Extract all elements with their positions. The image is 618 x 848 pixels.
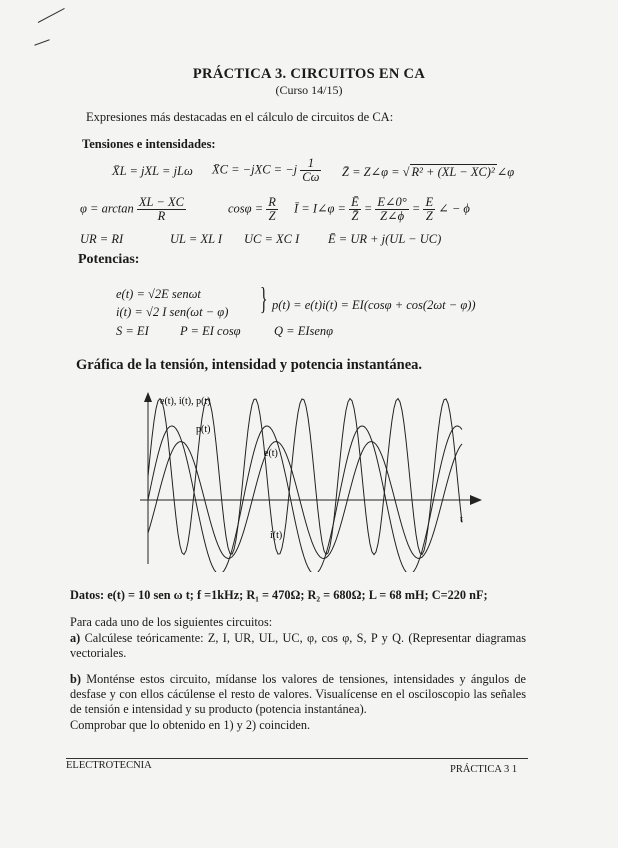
series-line-0 <box>148 399 462 555</box>
para-b: b) Monténse estos circuito, mídanse los valores de tensiones, intensidades y ángulos de desfase y con ellos cácúlense el resto de valores. Visualícense en el osciloscopio las señales de tensión e intensidad y su producto (potencia instantánea). <box>70 672 526 716</box>
formula-z: Z̄ = Z∠φ = √ R² + (XL − XC)² ∠φ <box>342 165 515 179</box>
y-axis-label: e(t), i(t), p(t) <box>160 396 211 407</box>
series-label-p: p(t) <box>196 424 211 435</box>
formula-ur: UR = RI <box>80 232 124 246</box>
formula-p: P = EI cosφ <box>180 324 241 338</box>
series-label-e: e(t) <box>264 448 278 459</box>
formula-p-t: p(t) = e(t)i(t) = EI(cosφ + cos(2ωt − φ)) <box>272 298 476 312</box>
x-axis-label: t <box>460 514 463 525</box>
formula-phi: φ = arctan $\frac{XL - XC}{R}$ <box>80 195 184 223</box>
page-title: PRÁCTICA 3. CIRCUITOS EN CA <box>192 66 426 82</box>
intro-text: Expresiones más destacadas en el cálculo de circuitos de CA: <box>86 110 394 124</box>
datos-line: Datos: e(t) = 10 sen ω t; f =1kHz; R₁ = 470Ω; R₂ = 680Ω; L = 68 mH; C=220 nF; <box>70 588 488 602</box>
brace-icon: } <box>259 280 268 316</box>
formula-e-sum: Ē = UR + j(UL − UC) <box>328 232 442 246</box>
pen-mark-small <box>34 39 49 45</box>
formula-s: S = EI <box>116 324 149 338</box>
series-line-1 <box>148 426 462 572</box>
section-potencias: Potencias: <box>78 252 140 267</box>
formula-cos: cosφ = $\frac{R}{Z}$ <box>228 195 276 223</box>
waveform-chart <box>140 392 490 572</box>
footer-right: PRÁCTICA 3 1 <box>450 764 518 775</box>
pen-mark <box>38 8 65 23</box>
footer-divider <box>66 758 528 759</box>
formula-xc: X̄C = −jXC = −j $\frac{1}{C\omega}$ <box>212 156 320 184</box>
para-intro: Para cada uno de los siguientes circuitos: <box>70 615 273 629</box>
x-axis-arrow-icon <box>470 495 482 505</box>
formula-ul: UL = XL I <box>170 232 223 246</box>
para-a: a) Calcúlese teóricamente: Z, I, UR, UL, UC, φ, cos φ, S, P y Q. (Representar diagramas vectoriales. <box>70 631 526 660</box>
page-subtitle: (Curso 14/15) <box>275 83 343 97</box>
series-label-i: i(t) <box>270 530 283 541</box>
y-axis-arrow-icon <box>144 392 152 402</box>
formula-i-t: i(t) = √2 I sen(ωt − φ) <box>116 305 229 319</box>
formula-i: Ī = I∠φ = $\frac{Ē}{Z̄}$ = $\frac{E\angle 0^\circ}{Z\angle\phi}$ = $\frac{E}{Z}$ ∠ − ϕ <box>294 195 470 223</box>
section-tensiones: Tensiones e intensidades: <box>82 137 216 151</box>
formula-q: Q = EIsenφ <box>274 324 334 338</box>
para-c: Comprobar que lo obtenido en 1) y 2) coinciden. <box>70 718 311 732</box>
section-grafica: Gráfica de la tensión, intensidad y potencia instantánea. <box>76 357 423 373</box>
footer-left: ELECTROTECNIA <box>66 760 152 771</box>
formula-xl: X̄L = jXL = jLω <box>112 164 193 178</box>
formula-e-t: e(t) = √2E senωt <box>116 287 201 301</box>
formula-uc: UC = XC I <box>244 232 300 246</box>
